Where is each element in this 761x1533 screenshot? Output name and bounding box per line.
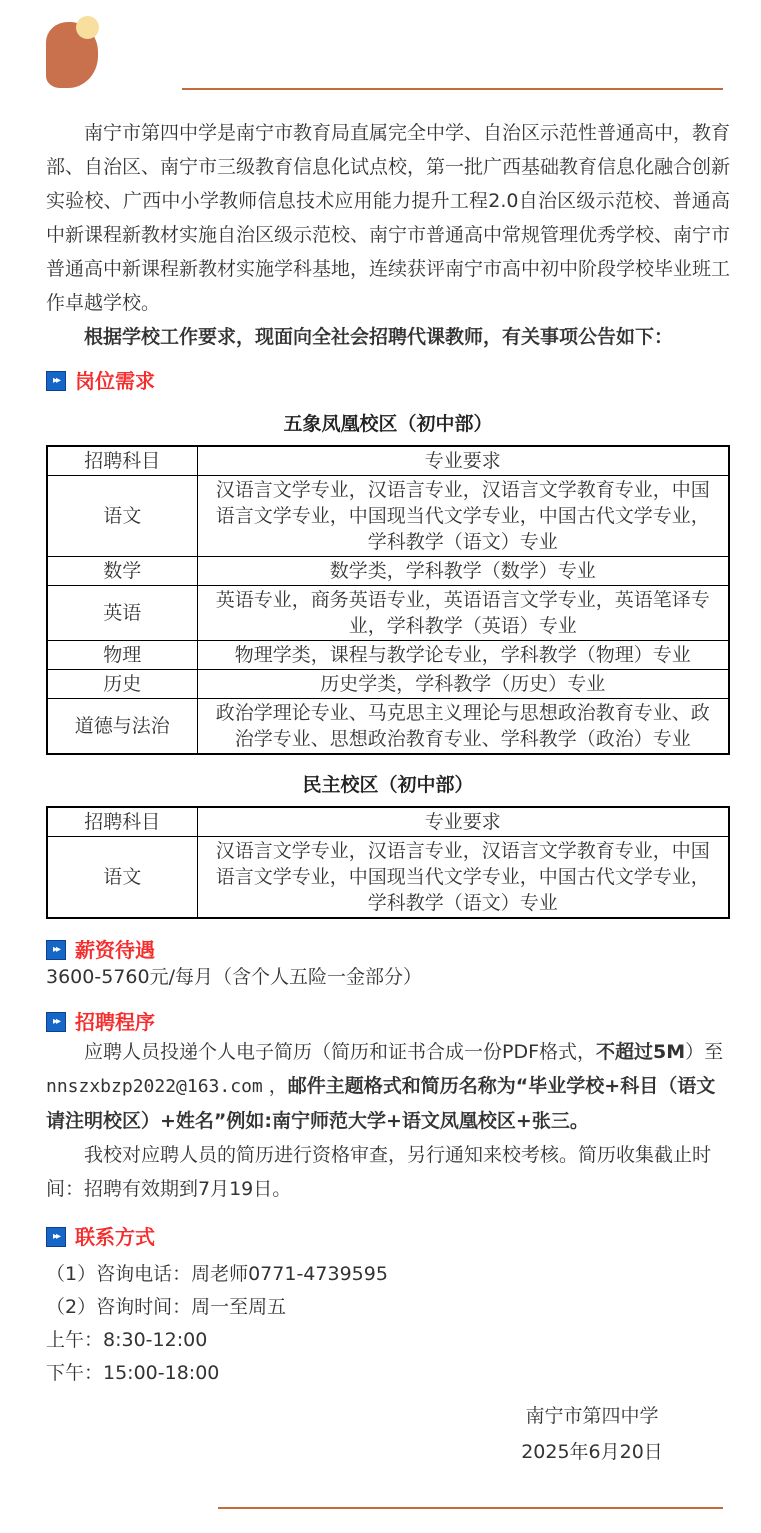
section-heading-label: 薪资待遇 [75,938,155,962]
logo-accent-dot-icon [76,16,99,39]
column-header-requirement: 专业要求 [197,446,729,476]
subject-cell: 语文 [47,837,197,919]
contact-line-phone: （1）咨询电话：周老师0771-4739595 [46,1263,388,1285]
requirement-cell: 政治学理论专业、马克思主义理论与思想政治教育专业、政治学专业、思想政治教育专业、学科教学（政治）专业 [197,699,729,755]
table-row [47,670,729,699]
double-arrow-icon: ▸▸ [46,371,66,391]
requirement-cell: 汉语言文学专业，汉语言专业，汉语言文学教育专业，中国语言文学专业，中国现当代文学专业，中国古代文学专业，学科教学（语文）专业 [197,476,729,557]
campus-table-title-minzhu: 民主校区（初中部） [302,774,474,796]
contact-line-time: （2）咨询时间：周一至周五 [46,1296,287,1318]
subject-cell: 历史 [47,670,197,699]
announcement-lead: 根据学校工作要求，现面向全社会招聘代课教师，有关事项公告如下： [84,326,674,348]
table-row [47,586,729,641]
procedure-text: ）至 [685,1041,724,1063]
contact-line-morning: 上午：8:30-12:00 [46,1329,208,1351]
email-text: nnszxbzp2022@163.com [46,1076,263,1097]
recruitment-table-minzhu [46,806,730,919]
procedure-text: 应聘人员投递个人电子简历（简历和证书合成一份PDF格式， [84,1041,597,1063]
requirement-cell: 汉语言文学专业，汉语言专业，汉语言文学教育专业，中国语言文学专业，中国现当代文学专业，中国古代文学专业，学科教学（语文）专业 [197,837,729,919]
contact-line-afternoon: 下午：15:00-18:00 [46,1362,220,1384]
subject-cell: 物理 [47,641,197,670]
subject-cell: 英语 [47,586,197,641]
table-row [47,837,729,919]
requirement-cell: 英语专业，商务英语专业，英语语言文学专业，英语笔译专业，学科教学（英语）专业 [197,586,729,641]
double-arrow-icon: ▸▸ [46,1227,66,1247]
subject-cell: 道德与法治 [47,699,197,755]
table-header-row [47,807,729,837]
article-body [46,116,730,1470]
procedure-size-limit: 不超过5M [596,1041,686,1063]
bottom-divider [218,1507,723,1509]
table-row [47,699,729,755]
section-heading-procedure [46,1009,730,1035]
procedure-note: 我校对应聘人员的简历进行资格审查，另行通知来校考核。简历收集截止时间：招聘有效期到7月19日。 [46,1144,712,1200]
subject-cell: 语文 [47,476,197,557]
table-row [47,476,729,557]
procedure-paragraph [46,1035,730,1138]
contact-block [46,1258,730,1390]
footer-signature [487,1398,697,1470]
requirement-cell: 物理学类，课程与教学论专业，学科教学（物理）专业 [197,641,729,670]
double-arrow-icon: ▸▸ [46,1012,66,1032]
double-arrow-icon: ▸▸ [46,940,66,960]
requirement-cell: 数学类，学科教学（数学）专业 [197,557,729,586]
subject-cell: 数学 [47,557,197,586]
campus-table-title-phoenix: 五象凤凰校区（初中部） [283,413,493,435]
table-header-row [47,446,729,476]
section-heading-contact [46,1224,730,1250]
column-header-subject: 招聘科目 [47,446,197,476]
intro-paragraph: 南宁市第四中学是南宁市教育局直属完全中学、自治区示范性普通高中，教育部、自治区、南宁市三级教育信息化试点校，第一批广西基础教育信息化融合创新实验校、广西中小学教师信息技术应用能力提升工程2.0自治区级示范校、普通高中新课程新教材实施自治区级示范校、南宁市普通高中常规管理优秀学校、南宁市普通高中新课程新教材实施学科基地，连续获评南宁市高中初中阶段学校毕业班工作卓越学校。 [46,122,731,314]
column-header-subject: 招聘科目 [47,807,197,837]
section-heading-label: 岗位需求 [75,369,155,393]
section-heading-salary [46,937,730,963]
requirement-cell: 历史学类，学科教学（历史）专业 [197,670,729,699]
footer-org: 南宁市第四中学 [525,1405,659,1427]
column-header-requirement: 专业要求 [197,807,729,837]
section-heading-label: 联系方式 [75,1225,155,1249]
table-row [47,557,729,586]
procedure-subject-format: 邮件主题格式和简历名称为“毕业学校+科目（语文请注明校区）+姓名”例如:南宁师范大学+语文凤凰校区+张三。 [46,1075,716,1132]
table-row [47,641,729,670]
recruitment-table-phoenix [46,445,730,755]
footer-date: 2025年6月20日 [521,1441,663,1463]
procedure-text: ， [262,1075,288,1097]
top-divider [182,88,723,90]
section-heading-label: 招聘程序 [75,1010,155,1034]
section-heading-positions [46,368,730,394]
salary-text: 3600-5760元/每月（含个人五险一金部分） [46,966,422,988]
